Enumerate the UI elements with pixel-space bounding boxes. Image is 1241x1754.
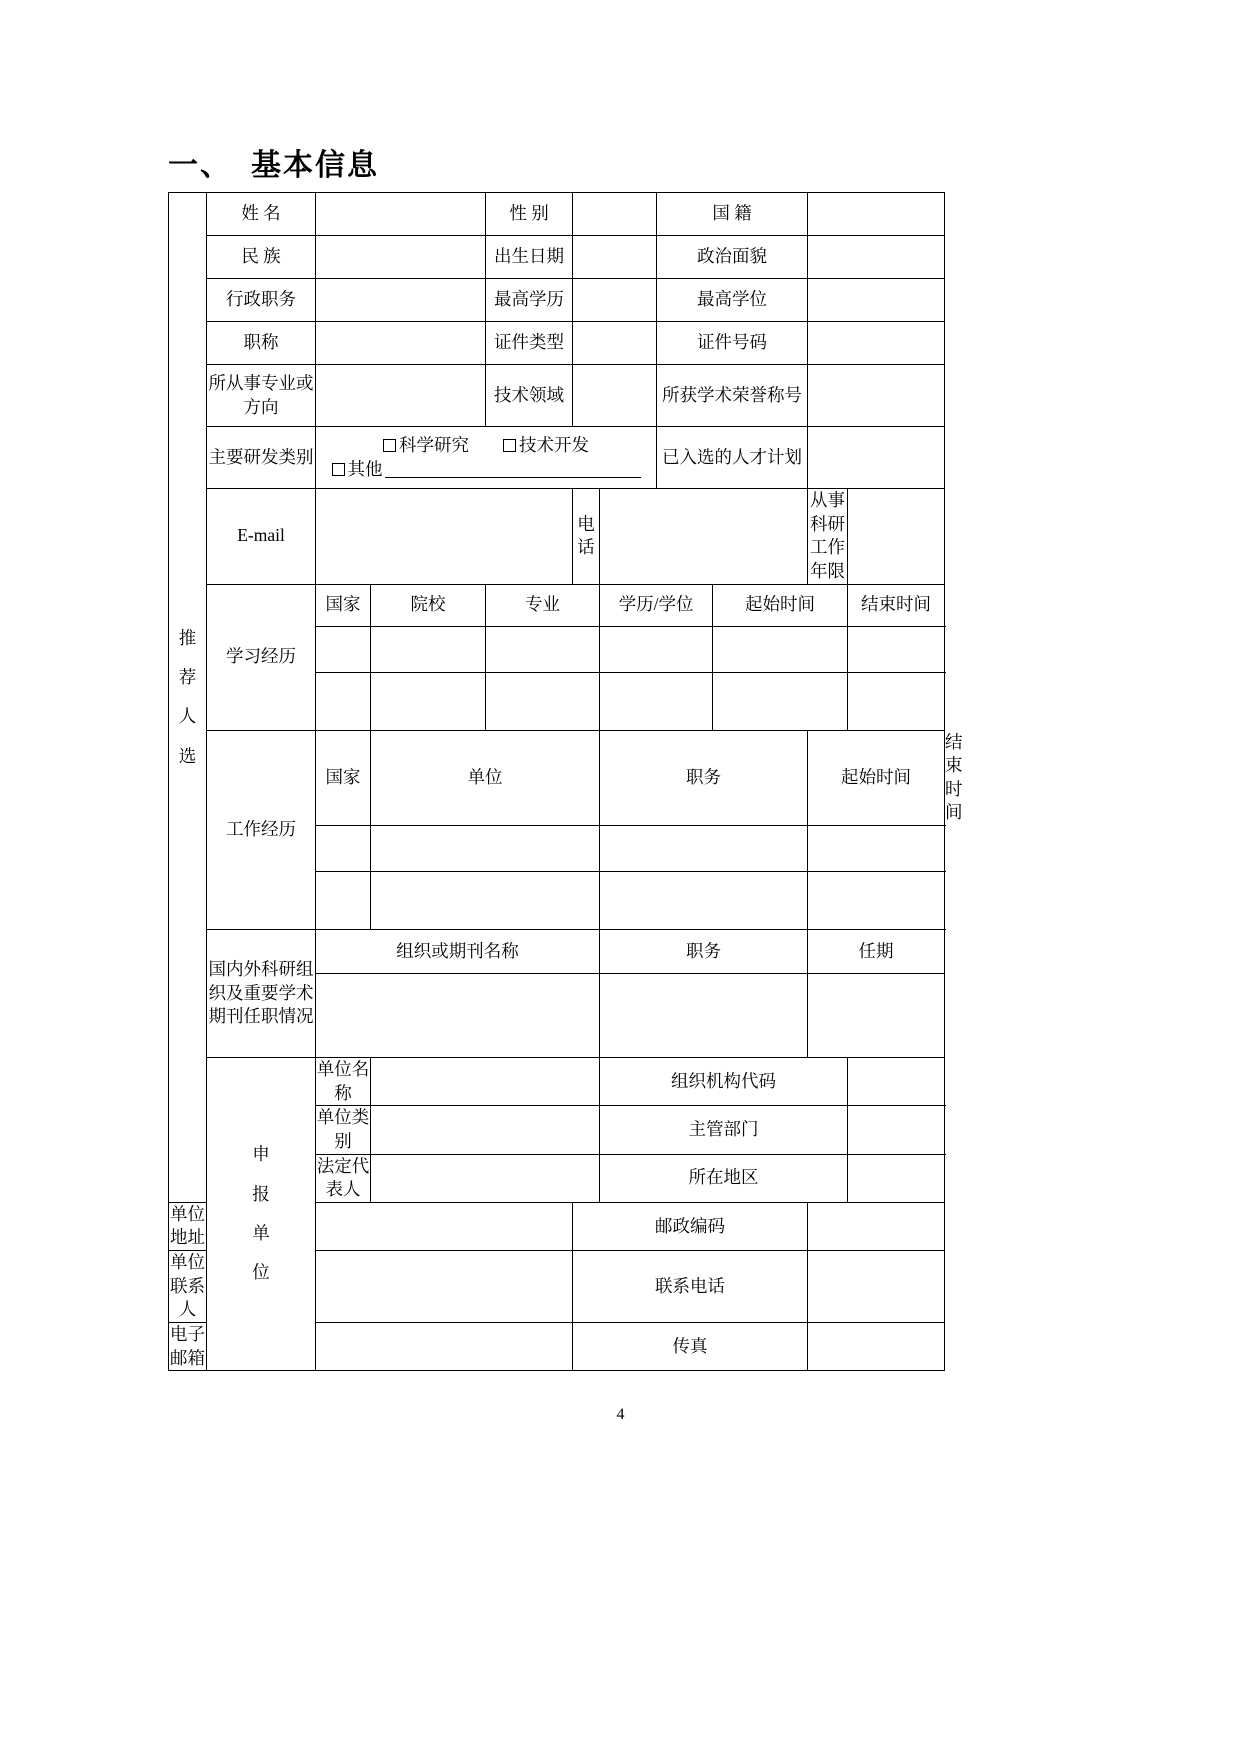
col-header-organization-name: 组织或期刊名称 — [316, 930, 600, 974]
cell-education-end[interactable] — [848, 672, 945, 730]
field-research-years[interactable] — [848, 489, 945, 585]
field-professional-title[interactable] — [316, 322, 486, 365]
label-id-number: 证件号码 — [657, 322, 808, 365]
label-highest-education: 最高学历 — [486, 279, 573, 322]
basic-information-form — [168, 192, 963, 1371]
table-row — [169, 322, 945, 365]
label-nationality: 国 籍 — [657, 193, 808, 236]
field-ethnicity[interactable] — [316, 236, 486, 279]
table-row: 工作经历 国家 单位 职务 起始时间 结束时间 — [169, 730, 945, 826]
side-label-char: 位 — [252, 1262, 270, 1283]
field-supervising-department[interactable] — [848, 1106, 945, 1154]
col-header-work-start: 起始时间 — [808, 730, 945, 826]
side-label-char: 选 — [178, 745, 197, 766]
cell-education-major[interactable] — [486, 672, 600, 730]
field-highest-education[interactable] — [573, 279, 657, 322]
side-label-applicant-unit — [207, 1058, 316, 1371]
label-unit-email: 电子邮箱 — [169, 1322, 207, 1370]
col-header-education-school: 院校 — [371, 584, 486, 626]
label-postal-code: 邮政编码 — [573, 1202, 808, 1250]
side-label-char: 申 — [252, 1144, 270, 1165]
label-admin-position: 行政职务 — [207, 279, 316, 322]
label-research-years: 从事科研工作年限 — [808, 489, 848, 585]
cell-education-country[interactable] — [316, 626, 371, 672]
label-gender: 性 别 — [486, 193, 573, 236]
cell-work-position[interactable] — [600, 826, 808, 872]
field-highest-degree[interactable] — [808, 279, 945, 322]
cell-work-organization[interactable] — [371, 872, 600, 930]
field-political-status[interactable] — [808, 236, 945, 279]
label-work-experience: 工作经历 — [207, 730, 316, 930]
side-label-char: 人 — [178, 706, 197, 727]
cell-organization-name[interactable] — [316, 974, 600, 1058]
page-title: 一、 基本信息 — [168, 149, 379, 182]
label-contact-phone: 联系电话 — [573, 1251, 808, 1323]
cell-work-start[interactable] — [808, 872, 945, 930]
table-row — [169, 1058, 945, 1106]
rd-option-row-1 — [316, 434, 656, 458]
field-technical-area[interactable] — [573, 365, 657, 427]
label-academic-honors: 所获学术荣誉称号 — [657, 365, 808, 427]
col-header-education-degree: 学历/学位 — [600, 584, 713, 626]
label-unit-contact-person: 单位联系人 — [169, 1251, 207, 1323]
field-postal-code[interactable] — [808, 1202, 945, 1250]
table-row — [169, 489, 945, 585]
field-phone[interactable] — [600, 489, 808, 585]
label-unit-address: 单位地址 — [169, 1202, 207, 1250]
cell-education-school[interactable] — [371, 626, 486, 672]
table-row — [169, 930, 945, 974]
checkbox-icon[interactable] — [332, 463, 345, 476]
field-unit-email[interactable] — [316, 1322, 573, 1370]
field-region[interactable] — [848, 1154, 945, 1202]
field-admin-position[interactable] — [316, 279, 486, 322]
label-rd-category: 主要研发类别 — [207, 427, 316, 489]
field-fax[interactable] — [808, 1322, 945, 1370]
field-unit-name[interactable] — [371, 1058, 600, 1106]
table-row — [169, 279, 945, 322]
rd-option-technology-development[interactable]: 技术开发 — [519, 434, 589, 455]
col-header-work-organization: 单位 — [371, 730, 600, 826]
label-region: 所在地区 — [600, 1154, 848, 1202]
label-highest-degree: 最高学位 — [657, 279, 808, 322]
label-talent-program: 已入选的人才计划 — [657, 427, 808, 489]
checkbox-icon[interactable] — [503, 439, 516, 452]
cell-work-organization[interactable] — [371, 826, 600, 872]
table-row — [169, 365, 945, 427]
field-name[interactable] — [316, 193, 486, 236]
rd-option-row-2 — [316, 458, 656, 482]
rd-option-other-input[interactable] — [385, 462, 641, 478]
rd-option-other[interactable]: 其他 — [347, 458, 383, 479]
cell-education-start[interactable] — [713, 672, 848, 730]
field-talent-program[interactable] — [808, 427, 945, 489]
label-unit-type: 单位类别 — [316, 1106, 371, 1154]
label-specialty-field: 所从事专业或方向 — [207, 365, 316, 427]
col-header-work-country: 国家 — [316, 730, 371, 826]
col-header-work-position: 职务 — [600, 730, 808, 826]
cell-organization-term[interactable] — [808, 974, 945, 1058]
field-birthdate[interactable] — [573, 236, 657, 279]
label-birthdate: 出生日期 — [486, 236, 573, 279]
cell-education-end[interactable] — [848, 626, 945, 672]
side-label-char: 推 — [178, 627, 197, 648]
label-political-status: 政治面貌 — [657, 236, 808, 279]
label-professional-title: 职称 — [207, 322, 316, 365]
checkbox-icon[interactable] — [383, 439, 396, 452]
page-number: 4 — [616, 1406, 625, 1423]
cell-organization-position[interactable] — [600, 974, 808, 1058]
cell-education-degree[interactable] — [600, 672, 713, 730]
cell-education-school[interactable] — [371, 672, 486, 730]
side-label-char: 单 — [252, 1223, 270, 1244]
field-unit-contact-person[interactable] — [316, 1251, 573, 1323]
label-email: E-mail — [207, 489, 316, 585]
table-row — [169, 193, 945, 236]
field-nationality[interactable] — [808, 193, 945, 236]
cell-work-start[interactable] — [808, 826, 945, 872]
field-unit-address[interactable] — [316, 1202, 573, 1250]
field-specialty-field[interactable] — [316, 365, 486, 427]
cell-education-major[interactable] — [486, 626, 600, 672]
field-id-type[interactable] — [573, 322, 657, 365]
rd-option-scientific-research[interactable]: 科学研究 — [399, 434, 469, 455]
field-contact-phone[interactable] — [808, 1251, 945, 1323]
label-ethnicity: 民 族 — [207, 236, 316, 279]
label-phone: 电话 — [573, 489, 600, 585]
col-header-education-major: 专业 — [486, 584, 600, 626]
table-row — [169, 584, 945, 626]
side-label-candidate — [169, 193, 207, 1203]
label-academic-appointments: 国内外科研组织及重要学术期刊任职情况 — [207, 930, 316, 1058]
field-academic-honors[interactable] — [808, 365, 945, 427]
cell-work-country[interactable] — [316, 872, 371, 930]
rd-category-options — [316, 427, 657, 489]
table-row — [169, 236, 945, 279]
field-legal-representative[interactable] — [371, 1154, 600, 1202]
field-unit-type[interactable] — [371, 1106, 600, 1154]
cell-education-degree[interactable] — [600, 626, 713, 672]
cell-work-position[interactable] — [600, 872, 808, 930]
field-gender[interactable] — [573, 193, 657, 236]
label-org-code: 组织机构代码 — [600, 1058, 848, 1106]
table-row — [169, 427, 945, 489]
field-id-number[interactable] — [808, 322, 945, 365]
col-header-education-start: 起始时间 — [713, 584, 848, 626]
col-header-organization-term: 任期 — [808, 930, 945, 974]
field-email[interactable] — [316, 489, 573, 585]
label-unit-name: 单位名称 — [316, 1058, 371, 1106]
col-header-education-end: 结束时间 — [848, 584, 945, 626]
col-header-organization-position: 职务 — [600, 930, 808, 974]
form-table — [168, 192, 963, 1371]
field-org-code[interactable] — [848, 1058, 945, 1106]
cell-education-start[interactable] — [713, 626, 848, 672]
col-header-education-country: 国家 — [316, 584, 371, 626]
label-education-experience: 学习经历 — [207, 584, 316, 730]
label-legal-representative: 法定代表人 — [316, 1154, 371, 1202]
label-fax: 传真 — [573, 1322, 808, 1370]
side-label-char: 报 — [252, 1183, 270, 1204]
label-supervising-department: 主管部门 — [600, 1106, 848, 1154]
cell-education-country[interactable] — [316, 672, 371, 730]
cell-work-country[interactable] — [316, 826, 371, 872]
label-name: 姓 名 — [207, 193, 316, 236]
label-technical-area: 技术领域 — [486, 365, 573, 427]
side-label-char: 荐 — [178, 667, 197, 687]
label-id-type: 证件类型 — [486, 322, 573, 365]
